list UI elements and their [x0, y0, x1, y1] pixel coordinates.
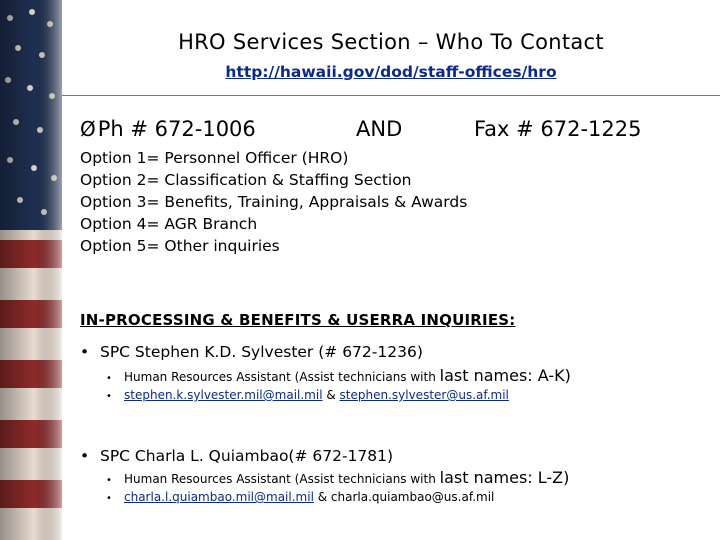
flag-decoration [0, 0, 62, 540]
role-range: last names: A-K) [439, 366, 571, 385]
email-link[interactable]: charla.l.quiambao.mil@mail.mil [124, 490, 314, 504]
phone-number: Ph # 672-1006 [97, 117, 256, 141]
and-text: AND [356, 117, 403, 141]
role-text: Human Resources Assistant (Assist technicians with [124, 472, 440, 486]
bullet-icon: • [106, 493, 112, 504]
page-title: HRO Services Section – Who To Contact [178, 30, 604, 54]
hro-website-link[interactable]: http://hawaii.gov/dod/staff-offices/hro [225, 63, 557, 81]
contact-emails [106, 388, 509, 402]
contact-emails [106, 490, 494, 504]
bullet-icon: • [106, 391, 112, 402]
email-text: charla.quiambao@us.af.mil [330, 490, 495, 504]
role-text: Human Resources Assistant (Assist technicians with [124, 370, 440, 384]
header-divider [62, 95, 720, 96]
contact-name [80, 447, 393, 465]
contact-role [106, 366, 571, 385]
option-item: Option 1= Personnel Officer (HRO) [80, 149, 349, 167]
contact-name-text: SPC Stephen K.D. Sylvester (# 672-1236) [100, 343, 423, 361]
phone-fax-line [80, 117, 642, 141]
inprocessing-heading: IN-PROCESSING & BENEFITS & USERRA INQUIRIES: [80, 311, 516, 329]
flag-image [0, 0, 62, 540]
bullet-icon: • [106, 475, 112, 486]
email-link[interactable]: stephen.sylvester@us.af.mil [339, 388, 509, 402]
contact-role [106, 468, 569, 487]
option-item: Option 5= Other inquiries [80, 237, 280, 255]
phone-options-list [80, 147, 467, 257]
fax-number: Fax # 672-1225 [474, 117, 642, 141]
option-item: Option 2= Classification & Staffing Section [80, 171, 412, 189]
contact-name [80, 343, 423, 361]
arrow-bullet-icon: Ø [80, 117, 96, 141]
email-link[interactable]: stephen.k.sylvester.mil@mail.mil [124, 388, 323, 402]
bullet-icon: • [106, 373, 112, 384]
bullet-icon: • [80, 343, 90, 361]
bullet-icon: • [80, 447, 90, 465]
contact-name-text: SPC Charla L. Quiambao(# 672-1781) [100, 447, 394, 465]
role-range: last names: L-Z) [439, 468, 570, 487]
email-separator: & [313, 490, 331, 504]
email-separator: & [322, 388, 340, 402]
option-item: Option 4= AGR Branch [80, 215, 258, 233]
option-item: Option 3= Benefits, Training, Appraisals & Awards [80, 193, 468, 211]
